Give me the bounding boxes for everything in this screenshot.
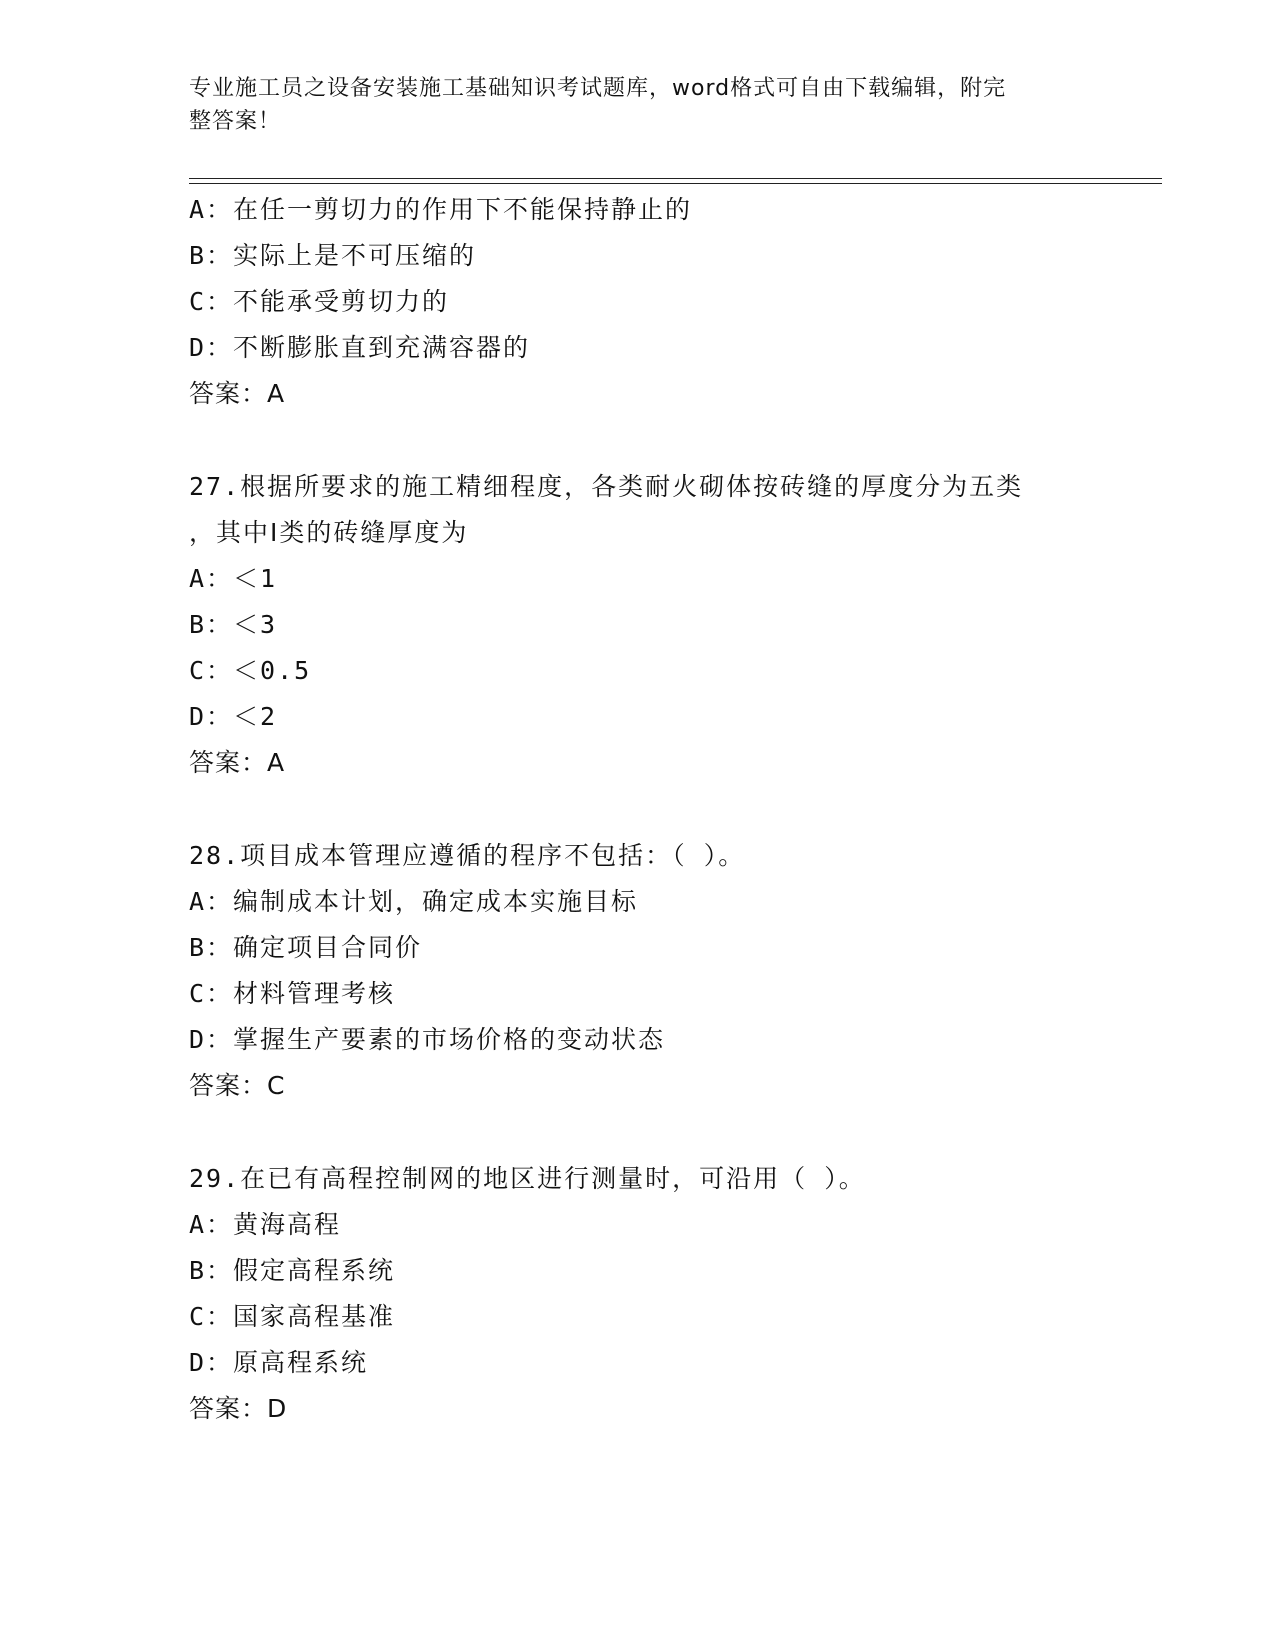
option-c: C：材料管理考核: [189, 979, 396, 1008]
question-list: [189, 187, 1109, 1432]
question-29: [189, 1156, 1109, 1432]
answer: 答案：A: [189, 379, 286, 408]
header-line-1: 专业施工员之设备安装施工基础知识考试题库，word格式可自由下载编辑，附完: [189, 76, 1007, 101]
question-stem-continued: ，其中Ⅰ类的砖缝厚度为: [189, 518, 469, 547]
header-line-2: 整答案！: [189, 109, 282, 134]
question-stem: 29.在已有高程控制网的地区进行测量时，可沿用（ ）。: [189, 1164, 866, 1193]
header-divider: [189, 178, 1162, 184]
option-b: B：＜3: [189, 610, 278, 639]
answer: 答案：D: [189, 1394, 288, 1423]
option-c: C：＜0.5: [189, 656, 312, 685]
option-d: D：原高程系统: [189, 1348, 369, 1377]
question-stem: 28.项目成本管理应遵循的程序不包括：（ ）。: [189, 841, 746, 870]
option-a: A：编制成本计划，确定成本实施目标: [189, 887, 639, 916]
document-header: [189, 72, 1089, 138]
option-c: C：不能承受剪切力的: [189, 287, 450, 316]
option-d: D：不断膨胀直到充满容器的: [189, 333, 531, 362]
option-a: A：黄海高程: [189, 1210, 342, 1239]
option-a: A：在任一剪切力的作用下不能保持静止的: [189, 195, 693, 224]
answer: 答案：A: [189, 748, 286, 777]
answer: 答案：C: [189, 1071, 286, 1100]
option-c: C：国家高程基准: [189, 1302, 396, 1331]
question-27: [189, 464, 1109, 786]
option-a: A：＜1: [189, 564, 278, 593]
option-b: B：实际上是不可压缩的: [189, 241, 477, 270]
option-b: B：确定项目合同价: [189, 933, 423, 962]
option-d: D：掌握生产要素的市场价格的变动状态: [189, 1025, 666, 1054]
option-d: D：＜2: [189, 702, 278, 731]
option-b: B：假定高程系统: [189, 1256, 396, 1285]
question-stem: 27.根据所要求的施工精细程度，各类耐火砌体按砖缝的厚度分为五类: [189, 472, 1024, 501]
question-28: [189, 833, 1109, 1109]
question-26: [189, 187, 1109, 417]
